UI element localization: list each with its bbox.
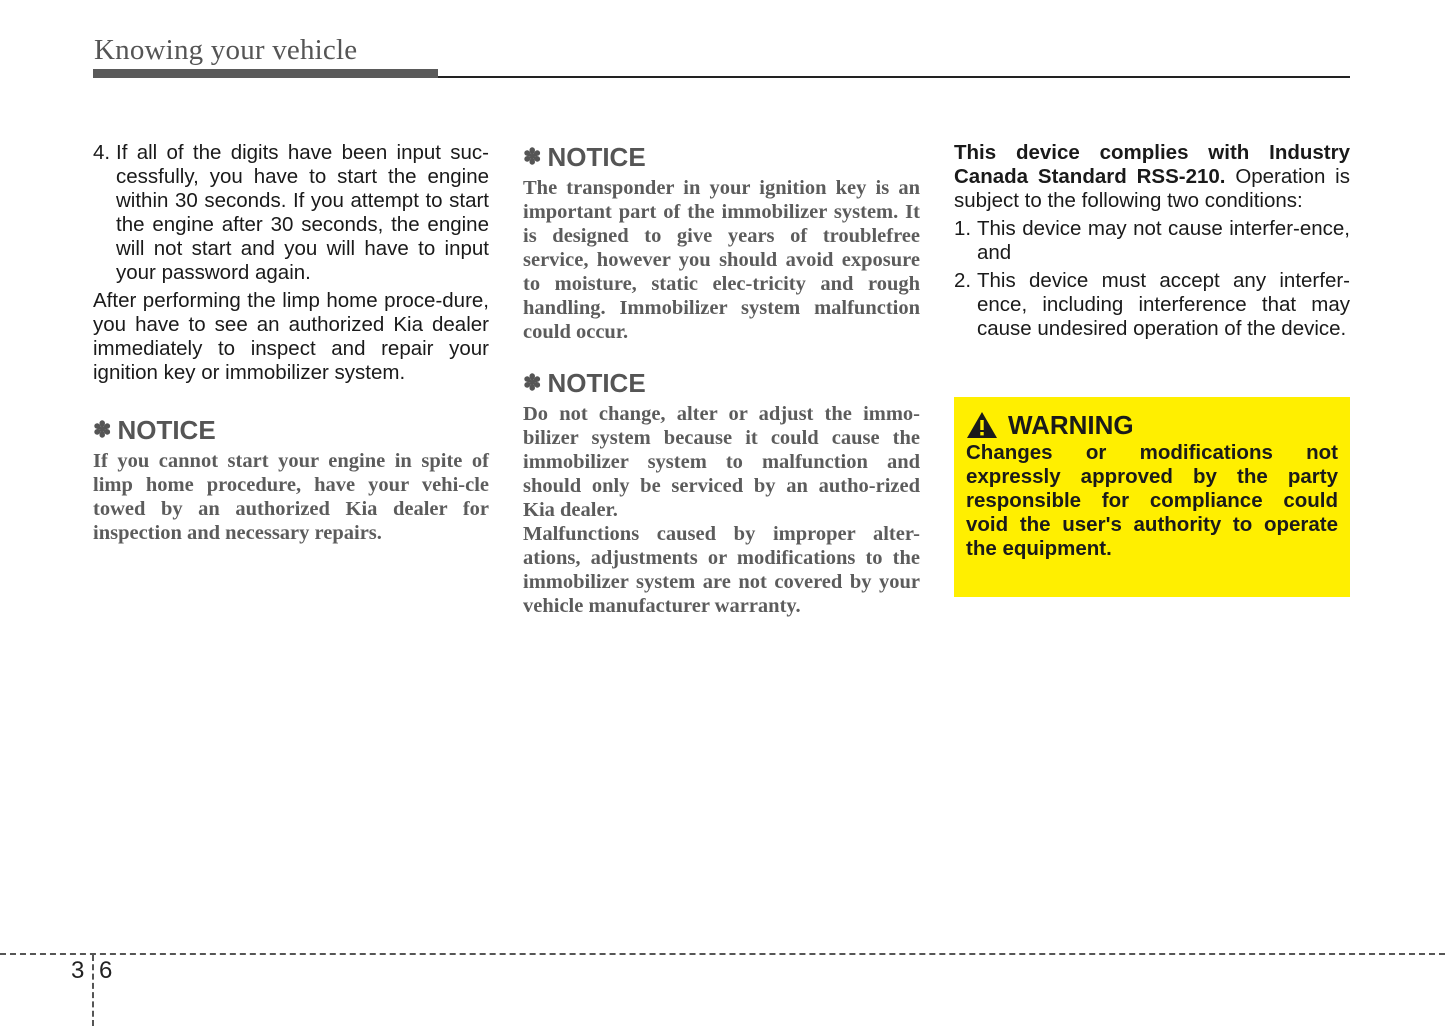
header-rule [438, 76, 1350, 78]
header-accent-bar [93, 69, 438, 78]
limp-home-paragraph: After performing the limp home proce-dure, you have to see an authorized Kia dealer immediately to inspect and repair your ignition key or immobilizer system. [93, 289, 489, 384]
compliance-standard: This device complies with Industry Canada Standard RSS-210. [954, 141, 1350, 188]
compliance-conditions: Operation is subject to the following two conditions: [954, 165, 1350, 212]
column-right [954, 141, 1350, 341]
notice-title: NOTICE [117, 415, 216, 445]
footer-dashed-divider [92, 955, 94, 1026]
condition-number: 2. [954, 269, 972, 292]
notice-title: NOTICE [547, 142, 646, 172]
notice-text-continued: Malfunctions caused by improper alter-ations, adjustments or modifications to the immobilizer system are not covered by your vehicle manufacturer warranty. [523, 523, 920, 617]
step-number: 4. [93, 141, 111, 164]
page-header-title: Knowing your vehicle [94, 34, 358, 66]
warning-title: WARNING [1008, 410, 1134, 440]
chapter-number: 3 [71, 957, 85, 984]
step-text: If all of the digits have been input suc-cessfully, you have to start the engine within 30 seconds. If you attempt to start the engine after 30 seconds, the engine will not start and you will have to input your password again. [116, 141, 489, 284]
notice-star-icon: ✽ [93, 417, 112, 442]
notice-text: If you cannot start your engine in spite of limp home procedure, have your vehi-cle towed by an authorized Kia dealer for inspection and necessary repairs. [93, 450, 489, 544]
notice-title: NOTICE [547, 368, 646, 398]
notice-heading [93, 415, 489, 445]
notice-heading [523, 368, 920, 398]
warning-heading [966, 409, 1338, 441]
notice-star-icon: ✽ [523, 370, 542, 395]
compliance-intro [954, 141, 1350, 213]
warning-box [954, 397, 1350, 597]
column-middle [523, 142, 920, 618]
notice-text: Do not change, alter or adjust the immo-bilizer system because it could cause the immobilizer system to malfunction and should only be serviced by an autho-rized Kia dealer. [523, 403, 920, 521]
warning-triangle-icon [966, 411, 998, 439]
column-left [93, 141, 489, 545]
step-4 [93, 141, 489, 285]
notice-star-icon: ✽ [523, 144, 542, 169]
notice-text: The transponder in your ignition key is an important part of the immobilizer system. It is designed to give years of troublefree service, however you should avoid exposure to moisture, static elec-tricity and rough handling. Immobilizer system malfunction could occur. [523, 177, 920, 343]
condition-item [954, 269, 1350, 341]
notice-heading [523, 142, 920, 172]
condition-text: This device may not cause interfer-ence, and [977, 217, 1350, 264]
page-number: 6 [99, 957, 113, 984]
condition-text: This device must accept any interfer-ence, including interference that may cause undesired operation of the device. [977, 269, 1350, 340]
condition-number: 1. [954, 217, 972, 240]
condition-item [954, 217, 1350, 265]
warning-text: Changes or modifications not expressly approved by the party responsible for compliance could void the user's authority to operate the equipment. [966, 441, 1338, 560]
footer-dashed-line [0, 953, 1445, 955]
